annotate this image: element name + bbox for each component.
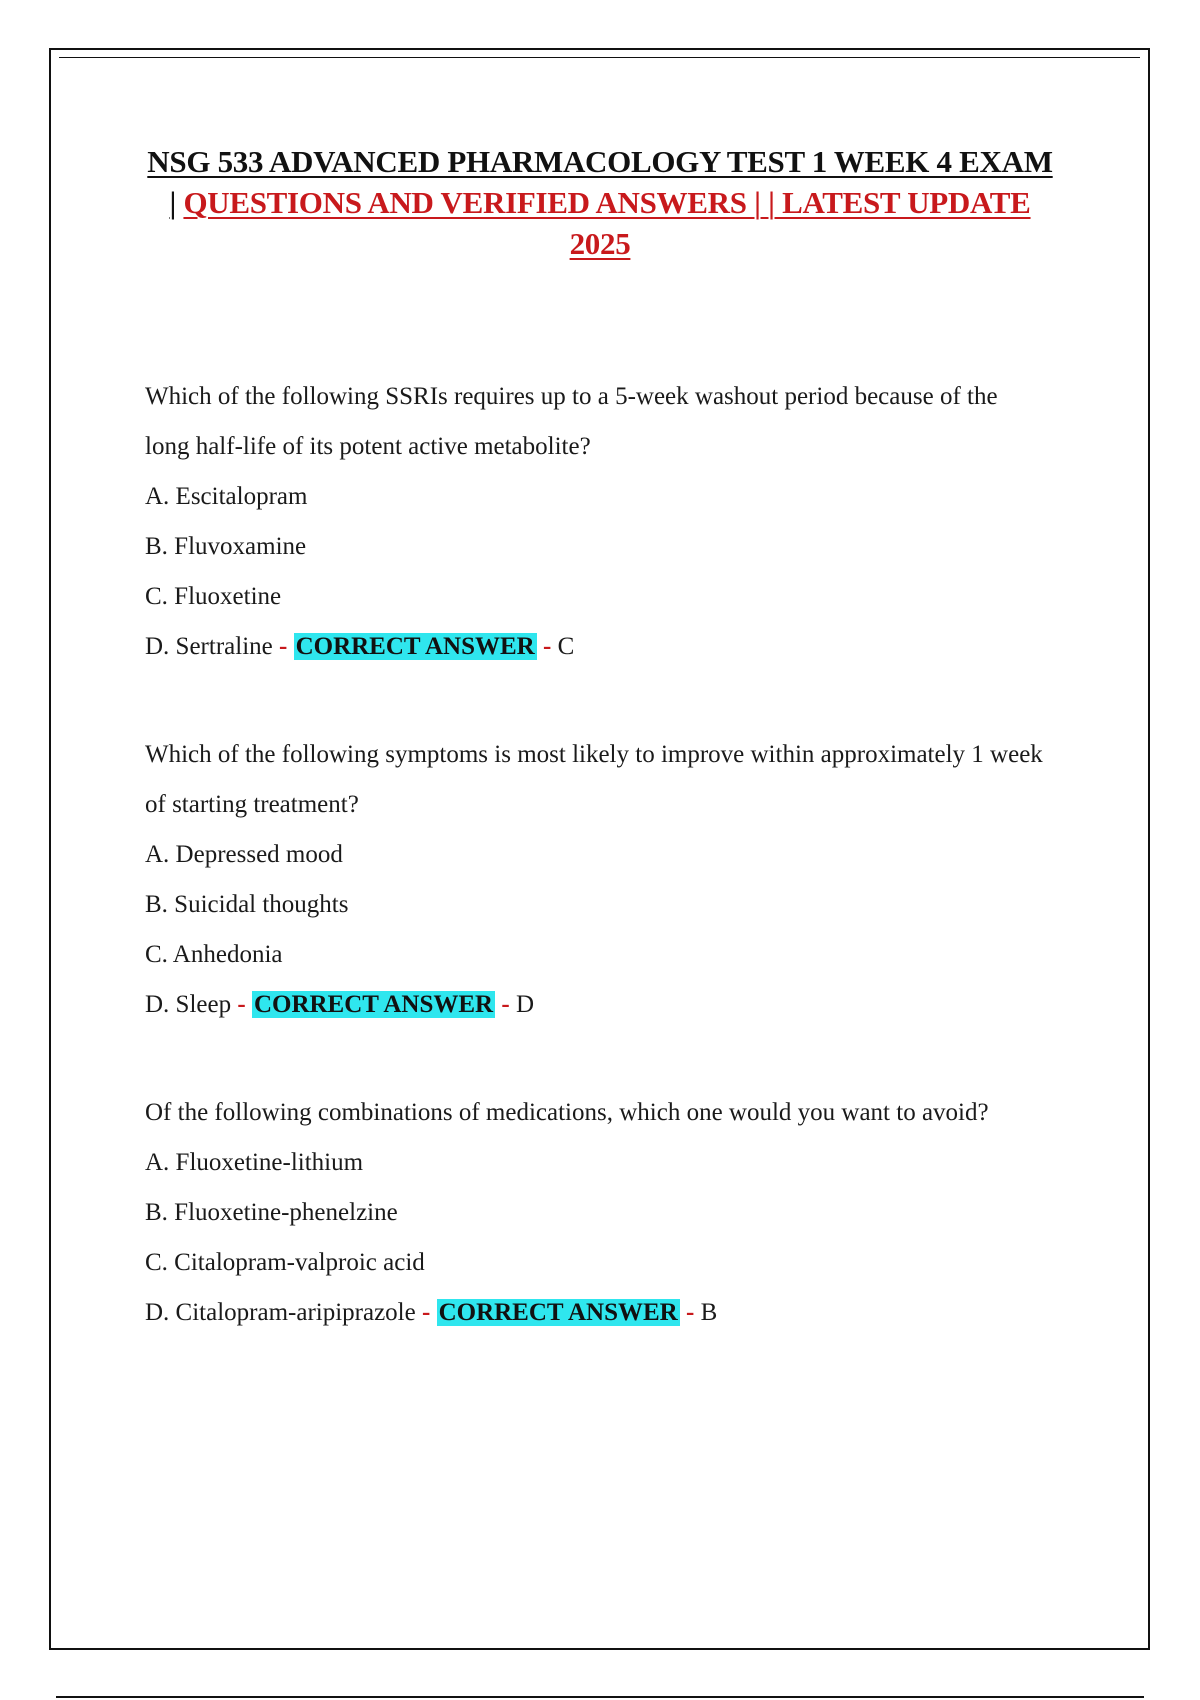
question-list	[145, 380, 1045, 1404]
document-title	[146, 141, 1054, 264]
correct-answer-label: CORRECT ANSWER	[253, 991, 494, 1018]
option-a: A. Depressed mood	[145, 841, 343, 868]
question-2	[145, 738, 1045, 1022]
answer-separator: -	[278, 633, 288, 660]
title-red-part: QUESTIONS AND VERIFIED ANSWERS | | LATEST UPDATE 2025	[183, 185, 1031, 261]
top-rule	[59, 57, 1140, 58]
title-black-part: NSG 533 ADVANCED PHARMACOLOGY TEST 1 WEEK 4 EXAM |	[147, 144, 1053, 220]
correct-answer-label: CORRECT ANSWER	[295, 633, 535, 660]
question-text-line: of starting treatment?	[145, 791, 359, 818]
answer-separator: -	[501, 991, 510, 1018]
correct-answer-label: CORRECT ANSWER	[438, 1299, 678, 1326]
answer-separator: -	[543, 633, 552, 660]
option-b: B. Suicidal thoughts	[145, 891, 349, 918]
question-text-line: Which of the following symptoms is most likely to improve within approximately 1 week	[145, 741, 1043, 768]
option-c: C. Citalopram-valproic acid	[145, 1249, 425, 1276]
option-d: D. Sleep	[145, 991, 232, 1018]
bottom-rule	[56, 1696, 1144, 1698]
question-3	[145, 1096, 1045, 1330]
option-b: B. Fluvoxamine	[145, 533, 307, 560]
question-text-line: long half-life of its potent active metabolite?	[145, 433, 591, 460]
option-c: C. Fluoxetine	[145, 583, 282, 610]
answer-separator: -	[686, 1299, 695, 1326]
option-a: A. Fluoxetine-lithium	[145, 1149, 364, 1176]
answer-separator: -	[421, 1299, 431, 1326]
answer-separator: -	[237, 991, 246, 1018]
option-b: B. Fluoxetine-phenelzine	[145, 1199, 398, 1226]
question-text-line: Of the following combinations of medications, which one would you want to avoid?	[145, 1099, 989, 1126]
option-a: A. Escitalopram	[145, 483, 308, 510]
correct-answer-value: D	[515, 991, 535, 1018]
option-c: C. Anhedonia	[145, 941, 283, 968]
question-1	[145, 380, 1045, 664]
correct-answer-value: B	[700, 1299, 718, 1326]
option-d: D. Citalopram-aripiprazole	[145, 1299, 416, 1326]
option-d-with-answer	[145, 988, 1045, 1022]
correct-answer-value: C	[557, 633, 575, 660]
option-d-with-answer	[145, 630, 1045, 664]
question-text-line: Which of the following SSRIs requires up to a 5-week washout period because of the	[145, 383, 998, 410]
option-d: D. Sertraline	[145, 633, 273, 660]
option-d-with-answer	[145, 1296, 1045, 1330]
